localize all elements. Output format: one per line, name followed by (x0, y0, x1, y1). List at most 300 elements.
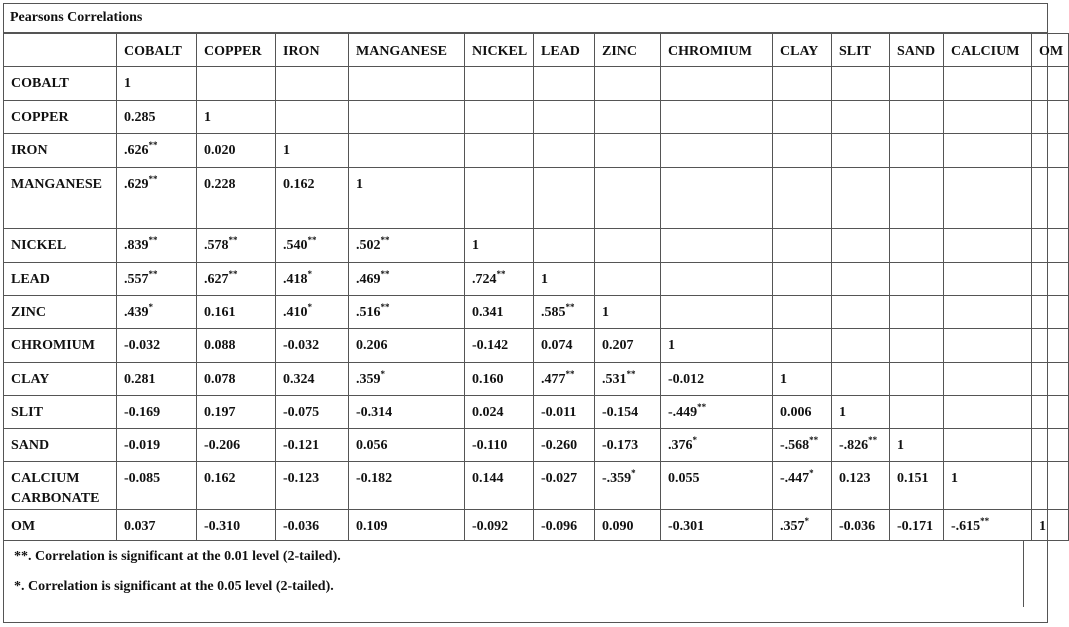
empty-cell (832, 263, 890, 296)
empty-cell (890, 396, 944, 429)
correlation-value (204, 168, 236, 195)
row-header-label: COPPER (11, 110, 69, 125)
correlation-value (472, 462, 504, 489)
empty-cell (595, 229, 661, 263)
correlation-value (283, 429, 319, 456)
correlation-value (283, 462, 319, 489)
column-header-label: LEAD (541, 44, 580, 59)
empty-cell (465, 101, 534, 134)
correlation-number: 1 (951, 471, 958, 486)
correlation-cell (661, 396, 773, 429)
correlation-number: 1 (356, 177, 363, 192)
correlation-value (668, 396, 706, 423)
correlation-value (124, 296, 153, 323)
significance-marker: ** (565, 369, 575, 379)
correlation-cell (197, 396, 276, 429)
correlation-number: -0.169 (124, 405, 161, 420)
correlation-cell (276, 429, 349, 462)
empty-cell (349, 134, 465, 168)
table-row-calcium-carbonate (4, 462, 1069, 510)
correlation-cell (465, 363, 534, 396)
correlation-number: -0.301 (668, 519, 705, 534)
correlation-number: 0.078 (204, 372, 236, 387)
correlation-number: 0.056 (356, 438, 388, 453)
empty-cell (773, 67, 832, 101)
table-row-zinc (4, 296, 1069, 329)
correlation-value (283, 168, 315, 195)
correlation-cell (117, 168, 197, 229)
correlation-cell (117, 67, 197, 101)
correlation-cell (534, 329, 595, 363)
correlation-cell (595, 329, 661, 363)
correlation-value (204, 229, 238, 256)
correlation-cell (832, 462, 890, 510)
significance-marker: ** (626, 369, 636, 379)
row-header-chromium (4, 329, 117, 363)
correlation-value (283, 229, 317, 256)
correlation-value (124, 229, 158, 256)
empty-cell (773, 134, 832, 168)
correlation-number: 0.281 (124, 372, 156, 387)
correlation-value (897, 429, 904, 456)
empty-cell (595, 168, 661, 229)
correlation-cell (595, 510, 661, 541)
empty-cell (595, 134, 661, 168)
column-header-cobalt (117, 34, 197, 67)
column-header-label: CHROMIUM (668, 44, 752, 59)
correlation-value (356, 229, 390, 256)
correlation-cell (534, 462, 595, 510)
correlation-value (1039, 510, 1046, 537)
row-header-copper (4, 101, 117, 134)
empty-cell (1032, 396, 1069, 429)
significance-marker: * (307, 269, 312, 279)
empty-cell (944, 396, 1032, 429)
row-header-label: SLIT (11, 405, 43, 420)
correlation-value (668, 363, 704, 390)
correlation-cell (117, 462, 197, 510)
correlation-cell (595, 396, 661, 429)
table-row-clay (4, 363, 1069, 396)
correlation-number: 0.341 (472, 305, 504, 320)
significance-marker: ** (148, 269, 158, 279)
correlation-number: 1 (1039, 519, 1046, 534)
correlation-number: -0.173 (602, 438, 639, 453)
significance-marker: ** (809, 435, 819, 445)
correlation-value (283, 263, 312, 290)
correlation-value (204, 396, 236, 423)
significance-marker: * (809, 468, 814, 478)
correlation-value (951, 462, 958, 489)
correlation-value (124, 168, 158, 195)
empty-cell (534, 101, 595, 134)
correlation-cell (197, 168, 276, 229)
note-significance-005: *. Correlation is significant at the 0.05 level (2-tailed). (14, 579, 334, 594)
correlation-value (283, 510, 319, 537)
column-header-label: OM (1039, 44, 1064, 59)
correlation-value (541, 510, 577, 537)
correlation-value (204, 296, 236, 323)
empty-cell (773, 263, 832, 296)
correlation-cell (197, 101, 276, 134)
correlation-value (283, 329, 319, 356)
significance-marker: * (804, 516, 809, 526)
correlation-cell (773, 462, 832, 510)
row-header-label: OM (11, 519, 36, 534)
correlation-number: 0.090 (602, 519, 634, 534)
table-title: Pearsons Correlations (4, 4, 1047, 33)
correlation-cell (595, 462, 661, 510)
column-header-label: SLIT (839, 44, 871, 59)
correlation-value (839, 510, 875, 537)
correlation-number: -0.032 (283, 338, 320, 353)
correlation-number: .357 (780, 519, 805, 534)
correlation-cell (349, 429, 465, 462)
empty-cell (832, 168, 890, 229)
correlation-value (668, 462, 700, 489)
empty-cell (1032, 101, 1069, 134)
correlation-cell (890, 462, 944, 510)
empty-cell (1032, 229, 1069, 263)
empty-cell (832, 229, 890, 263)
correlation-cell (276, 363, 349, 396)
correlation-cell (534, 396, 595, 429)
correlation-value (124, 363, 156, 390)
correlation-number: 0.285 (124, 110, 156, 125)
correlation-value (356, 429, 388, 456)
correlation-value (668, 429, 697, 456)
correlation-cell (944, 510, 1032, 541)
correlation-value (124, 329, 160, 356)
row-header-label: SAND (11, 438, 50, 453)
notes-divider (1023, 541, 1024, 607)
correlation-cell (944, 462, 1032, 510)
empty-cell (832, 363, 890, 396)
correlation-cell (276, 229, 349, 263)
correlation-cell (197, 510, 276, 541)
correlation-cell (773, 363, 832, 396)
correlation-value (839, 429, 877, 456)
correlation-number: .540 (283, 238, 308, 253)
correlation-value (356, 363, 385, 390)
empty-cell (944, 101, 1032, 134)
empty-cell (832, 101, 890, 134)
column-header-sand (890, 34, 944, 67)
correlation-value (897, 462, 929, 489)
table-row-copper (4, 101, 1069, 134)
correlation-number: 1 (780, 372, 787, 387)
correlation-value (472, 296, 504, 323)
correlation-table-frame (3, 3, 1064, 623)
correlation-number: .629 (124, 177, 149, 192)
correlation-value (356, 329, 388, 356)
correlation-number: -0.182 (356, 471, 393, 486)
correlation-cell (773, 510, 832, 541)
correlation-cell (661, 329, 773, 363)
correlation-cell (465, 429, 534, 462)
empty-cell (1032, 168, 1069, 229)
correlation-number: 0.037 (124, 519, 156, 534)
correlation-cell (773, 396, 832, 429)
correlation-value (472, 263, 506, 290)
correlation-value (356, 263, 390, 290)
significance-marker: ** (148, 140, 158, 150)
correlation-cell (595, 296, 661, 329)
empty-cell (944, 134, 1032, 168)
correlation-number: 1 (839, 405, 846, 420)
correlation-cell (117, 510, 197, 541)
correlation-cell (465, 263, 534, 296)
empty-cell (465, 168, 534, 229)
empty-cell (595, 67, 661, 101)
correlation-cell (832, 396, 890, 429)
empty-cell (1032, 67, 1069, 101)
column-header-label: ZINC (602, 44, 638, 59)
correlation-number: 0.162 (283, 177, 315, 192)
empty-cell (890, 67, 944, 101)
table-row-cobalt (4, 67, 1069, 101)
column-header-label: IRON (283, 44, 320, 59)
row-header-clay (4, 363, 117, 396)
correlation-cell (890, 429, 944, 462)
correlation-number: .418 (283, 272, 308, 287)
column-header-om (1032, 34, 1069, 67)
correlation-number: -0.027 (541, 471, 578, 486)
correlation-number: -0.036 (283, 519, 320, 534)
correlation-cell (465, 296, 534, 329)
correlation-value (283, 134, 290, 161)
empty-cell (661, 134, 773, 168)
row-header-calcium-carbonate (4, 462, 117, 510)
correlation-value (124, 101, 156, 128)
significance-marker: ** (148, 235, 158, 245)
correlation-number: -0.206 (204, 438, 241, 453)
correlation-value (204, 329, 236, 356)
correlation-number: .477 (541, 372, 566, 387)
correlation-cell (349, 462, 465, 510)
row-header-label: NICKEL (11, 238, 67, 253)
correlation-cell (465, 396, 534, 429)
correlation-number: 1 (541, 272, 548, 287)
correlation-value (541, 462, 577, 489)
column-header-chromium (661, 34, 773, 67)
correlation-number: 1 (124, 76, 131, 91)
correlation-number: 0.151 (897, 471, 929, 486)
correlation-number: 0.088 (204, 338, 236, 353)
significance-marker: ** (496, 269, 506, 279)
correlation-cell (117, 396, 197, 429)
empty-cell (890, 263, 944, 296)
correlation-table (3, 33, 1069, 541)
correlation-number: 0.024 (472, 405, 504, 420)
correlation-number: 0.228 (204, 177, 236, 192)
empty-cell (890, 134, 944, 168)
row-header-label: CHROMIUM (11, 338, 95, 353)
note-significance-001: **. Correlation is significant at the 0.01 level (2-tailed). (14, 549, 341, 564)
correlation-number: 0.160 (472, 372, 504, 387)
empty-cell (1032, 134, 1069, 168)
correlation-value (204, 363, 236, 390)
correlation-cell (349, 229, 465, 263)
empty-cell (773, 296, 832, 329)
correlation-number: .557 (124, 272, 149, 287)
correlation-cell (832, 510, 890, 541)
correlation-number: 0.324 (283, 372, 315, 387)
table-row-iron (4, 134, 1069, 168)
correlation-cell (661, 462, 773, 510)
correlation-cell (117, 229, 197, 263)
column-header-lead (534, 34, 595, 67)
correlation-cell (276, 263, 349, 296)
row-header-manganese (4, 168, 117, 229)
correlation-value (602, 429, 638, 456)
column-header-nickel (465, 34, 534, 67)
empty-cell (197, 67, 276, 101)
column-header-label: CALCIUM (951, 44, 1020, 59)
table-row-chromium (4, 329, 1069, 363)
correlation-number: -0.012 (668, 372, 705, 387)
table-row-om (4, 510, 1069, 541)
correlation-cell (534, 429, 595, 462)
row-header-cobalt (4, 67, 117, 101)
correlation-cell (465, 510, 534, 541)
correlation-cell (534, 363, 595, 396)
correlation-value (541, 429, 577, 456)
correlation-value (951, 510, 989, 537)
correlation-cell (661, 429, 773, 462)
correlation-cell (197, 363, 276, 396)
correlation-value (204, 101, 211, 128)
correlation-number: 1 (602, 305, 609, 320)
correlation-cell (197, 462, 276, 510)
empty-cell (661, 296, 773, 329)
table-row-nickel (4, 229, 1069, 263)
correlation-value (356, 462, 392, 489)
correlation-number: 1 (283, 143, 290, 158)
correlation-value (602, 510, 634, 537)
correlation-value (124, 510, 156, 537)
row-header-label: LEAD (11, 272, 50, 287)
empty-cell (773, 101, 832, 134)
column-header-calcium (944, 34, 1032, 67)
correlation-number: -.447 (780, 471, 810, 486)
correlation-cell (349, 168, 465, 229)
empty-cell (1032, 363, 1069, 396)
empty-cell (595, 101, 661, 134)
column-header-label: NICKEL (472, 44, 528, 59)
empty-cell (944, 67, 1032, 101)
significance-marker: * (380, 369, 385, 379)
correlation-value (780, 429, 818, 456)
significance-marker: * (307, 302, 312, 312)
correlation-value (602, 462, 636, 489)
empty-cell (773, 168, 832, 229)
empty-cell (465, 134, 534, 168)
row-header-label: MANGANESE (11, 177, 103, 192)
correlation-number: -.826 (839, 438, 869, 453)
row-header-label: IRON (11, 143, 48, 158)
row-header-iron (4, 134, 117, 168)
correlation-number: -.449 (668, 405, 698, 420)
correlation-number: -0.011 (541, 405, 577, 420)
significance-marker: ** (980, 516, 990, 526)
correlation-number: -0.085 (124, 471, 161, 486)
correlation-cell (197, 229, 276, 263)
correlation-number: -0.075 (283, 405, 320, 420)
correlation-number: .516 (356, 305, 381, 320)
correlation-value (602, 296, 609, 323)
row-header-label: CALCIUM CARBONATE (11, 471, 100, 506)
correlation-number: -0.142 (472, 338, 509, 353)
empty-cell (944, 296, 1032, 329)
table-row-manganese (4, 168, 1069, 229)
significance-marker: ** (868, 435, 878, 445)
correlation-cell (117, 296, 197, 329)
row-header-label: ZINC (11, 305, 47, 320)
correlation-cell (773, 429, 832, 462)
correlation-number: -0.310 (204, 519, 241, 534)
correlation-number: -.568 (780, 438, 810, 453)
correlation-number: -0.110 (472, 438, 508, 453)
correlation-value (356, 168, 363, 195)
column-header-clay (773, 34, 832, 67)
correlation-value (668, 329, 675, 356)
correlation-cell (661, 510, 773, 541)
correlation-number: .724 (472, 272, 497, 287)
correlation-value (541, 363, 575, 390)
row-header-om (4, 510, 117, 541)
correlation-value (124, 396, 160, 423)
correlation-value (541, 263, 548, 290)
correlation-number: .359 (356, 372, 381, 387)
empty-cell (890, 229, 944, 263)
significance-marker: ** (228, 269, 238, 279)
table-row-slit (4, 396, 1069, 429)
correlation-number: 1 (668, 338, 675, 353)
correlation-cell (276, 396, 349, 429)
empty-cell (832, 67, 890, 101)
correlation-cell (197, 263, 276, 296)
correlation-value (541, 396, 576, 423)
significance-marker: ** (565, 302, 575, 312)
column-header-zinc (595, 34, 661, 67)
correlation-cell (197, 429, 276, 462)
correlation-value (283, 363, 315, 390)
correlation-number: 0.161 (204, 305, 236, 320)
column-header-label: MANGANESE (356, 44, 448, 59)
empty-cell (773, 329, 832, 363)
correlation-value (780, 510, 809, 537)
correlation-cell (117, 101, 197, 134)
correlation-value (204, 510, 240, 537)
correlation-cell (197, 329, 276, 363)
column-header-copper (197, 34, 276, 67)
correlation-number: -0.036 (839, 519, 876, 534)
empty-cell (944, 363, 1032, 396)
empty-cell (773, 229, 832, 263)
table-row-lead (4, 263, 1069, 296)
correlation-number: 0.020 (204, 143, 236, 158)
correlation-number: 0.207 (602, 338, 634, 353)
correlation-cell (276, 134, 349, 168)
correlation-value (124, 263, 158, 290)
correlation-value (124, 429, 160, 456)
column-header-label: COBALT (124, 44, 182, 59)
correlation-number: .439 (124, 305, 149, 320)
correlation-number: .502 (356, 238, 381, 253)
correlation-cell (534, 296, 595, 329)
correlation-value (780, 396, 812, 423)
